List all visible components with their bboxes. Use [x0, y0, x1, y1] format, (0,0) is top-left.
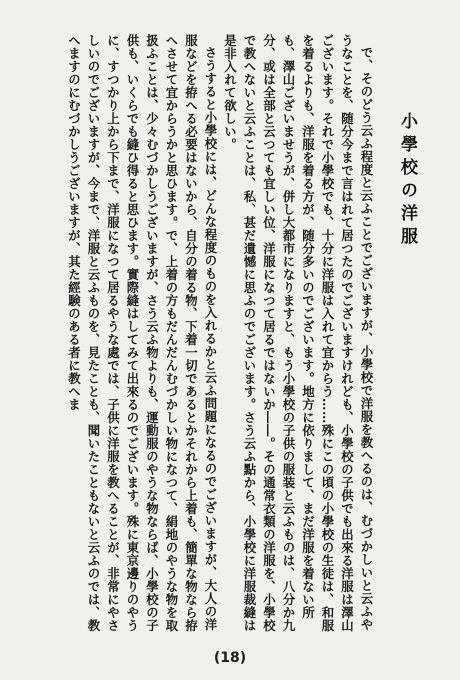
section-title: 小學校の洋服: [397, 112, 417, 250]
paragraph: で、そのどう云ふ程度と云ふことでございますが、小學校で洋服を教へるのは、むづかしいと云ふやうなことを、随分今まで言はれて居つたのでございますけれども、小學校の子供でも出來る洋服は澤山ございます。それで小學校でも、十分に洋服は入れて宜からう……殊にこの頃の小學校の生徒は、和服を着るよりも、洋服を着る方が、随分多いのでございます。地方に依りまして、まだ洋服を着ない所も、澤山ございませうが、併し大都市になりますと、もう小學校の子供の服装と云ふものは、八分か九分、或は全部と云つても宜しい位、洋服になつて居るではないか――。その通常衣類の洋服を、小學校で教へないと云ふことは、私、甚だ遺憾に思ふのでございます。さう云ふ點から、小學校に洋服裁縫は是非入れて欲しい。: [222, 34, 374, 632]
body-text: [16, 34, 376, 634]
page-number: (18): [213, 650, 247, 666]
paragraph: さうすると小學校には、どんな程度のものを入れるかと云ふ問題になるのでございますが、大人の洋服などを拵へる必要はないから、自分の着る物、下着一切であるとかそれから上着も、簡單な物なら拵へさせて宜からうかと思ひます。で、上着の方もだんだんむづかしい物になつて、絹地のやうな物を取扱ふことは、少々むづかしうございますが、さう云ふ物よりも、運動服のやうな物ならば、小學校の子供も、いくらでも縫ひ得ると思ひます。實際縫はしてみて出來るのでございます。殊に東京邊りのやうに、すつかり上から下まで、洋服になつて居るやうな處では、子供に洋服を教へることが、非常にやさしいのでございますが、今まで、洋服と云ふものを、見たことも、聞いたこともないと云ふのでは、教へますのにむづかしうございますが、其た經験のある者に教へま: [66, 34, 218, 632]
